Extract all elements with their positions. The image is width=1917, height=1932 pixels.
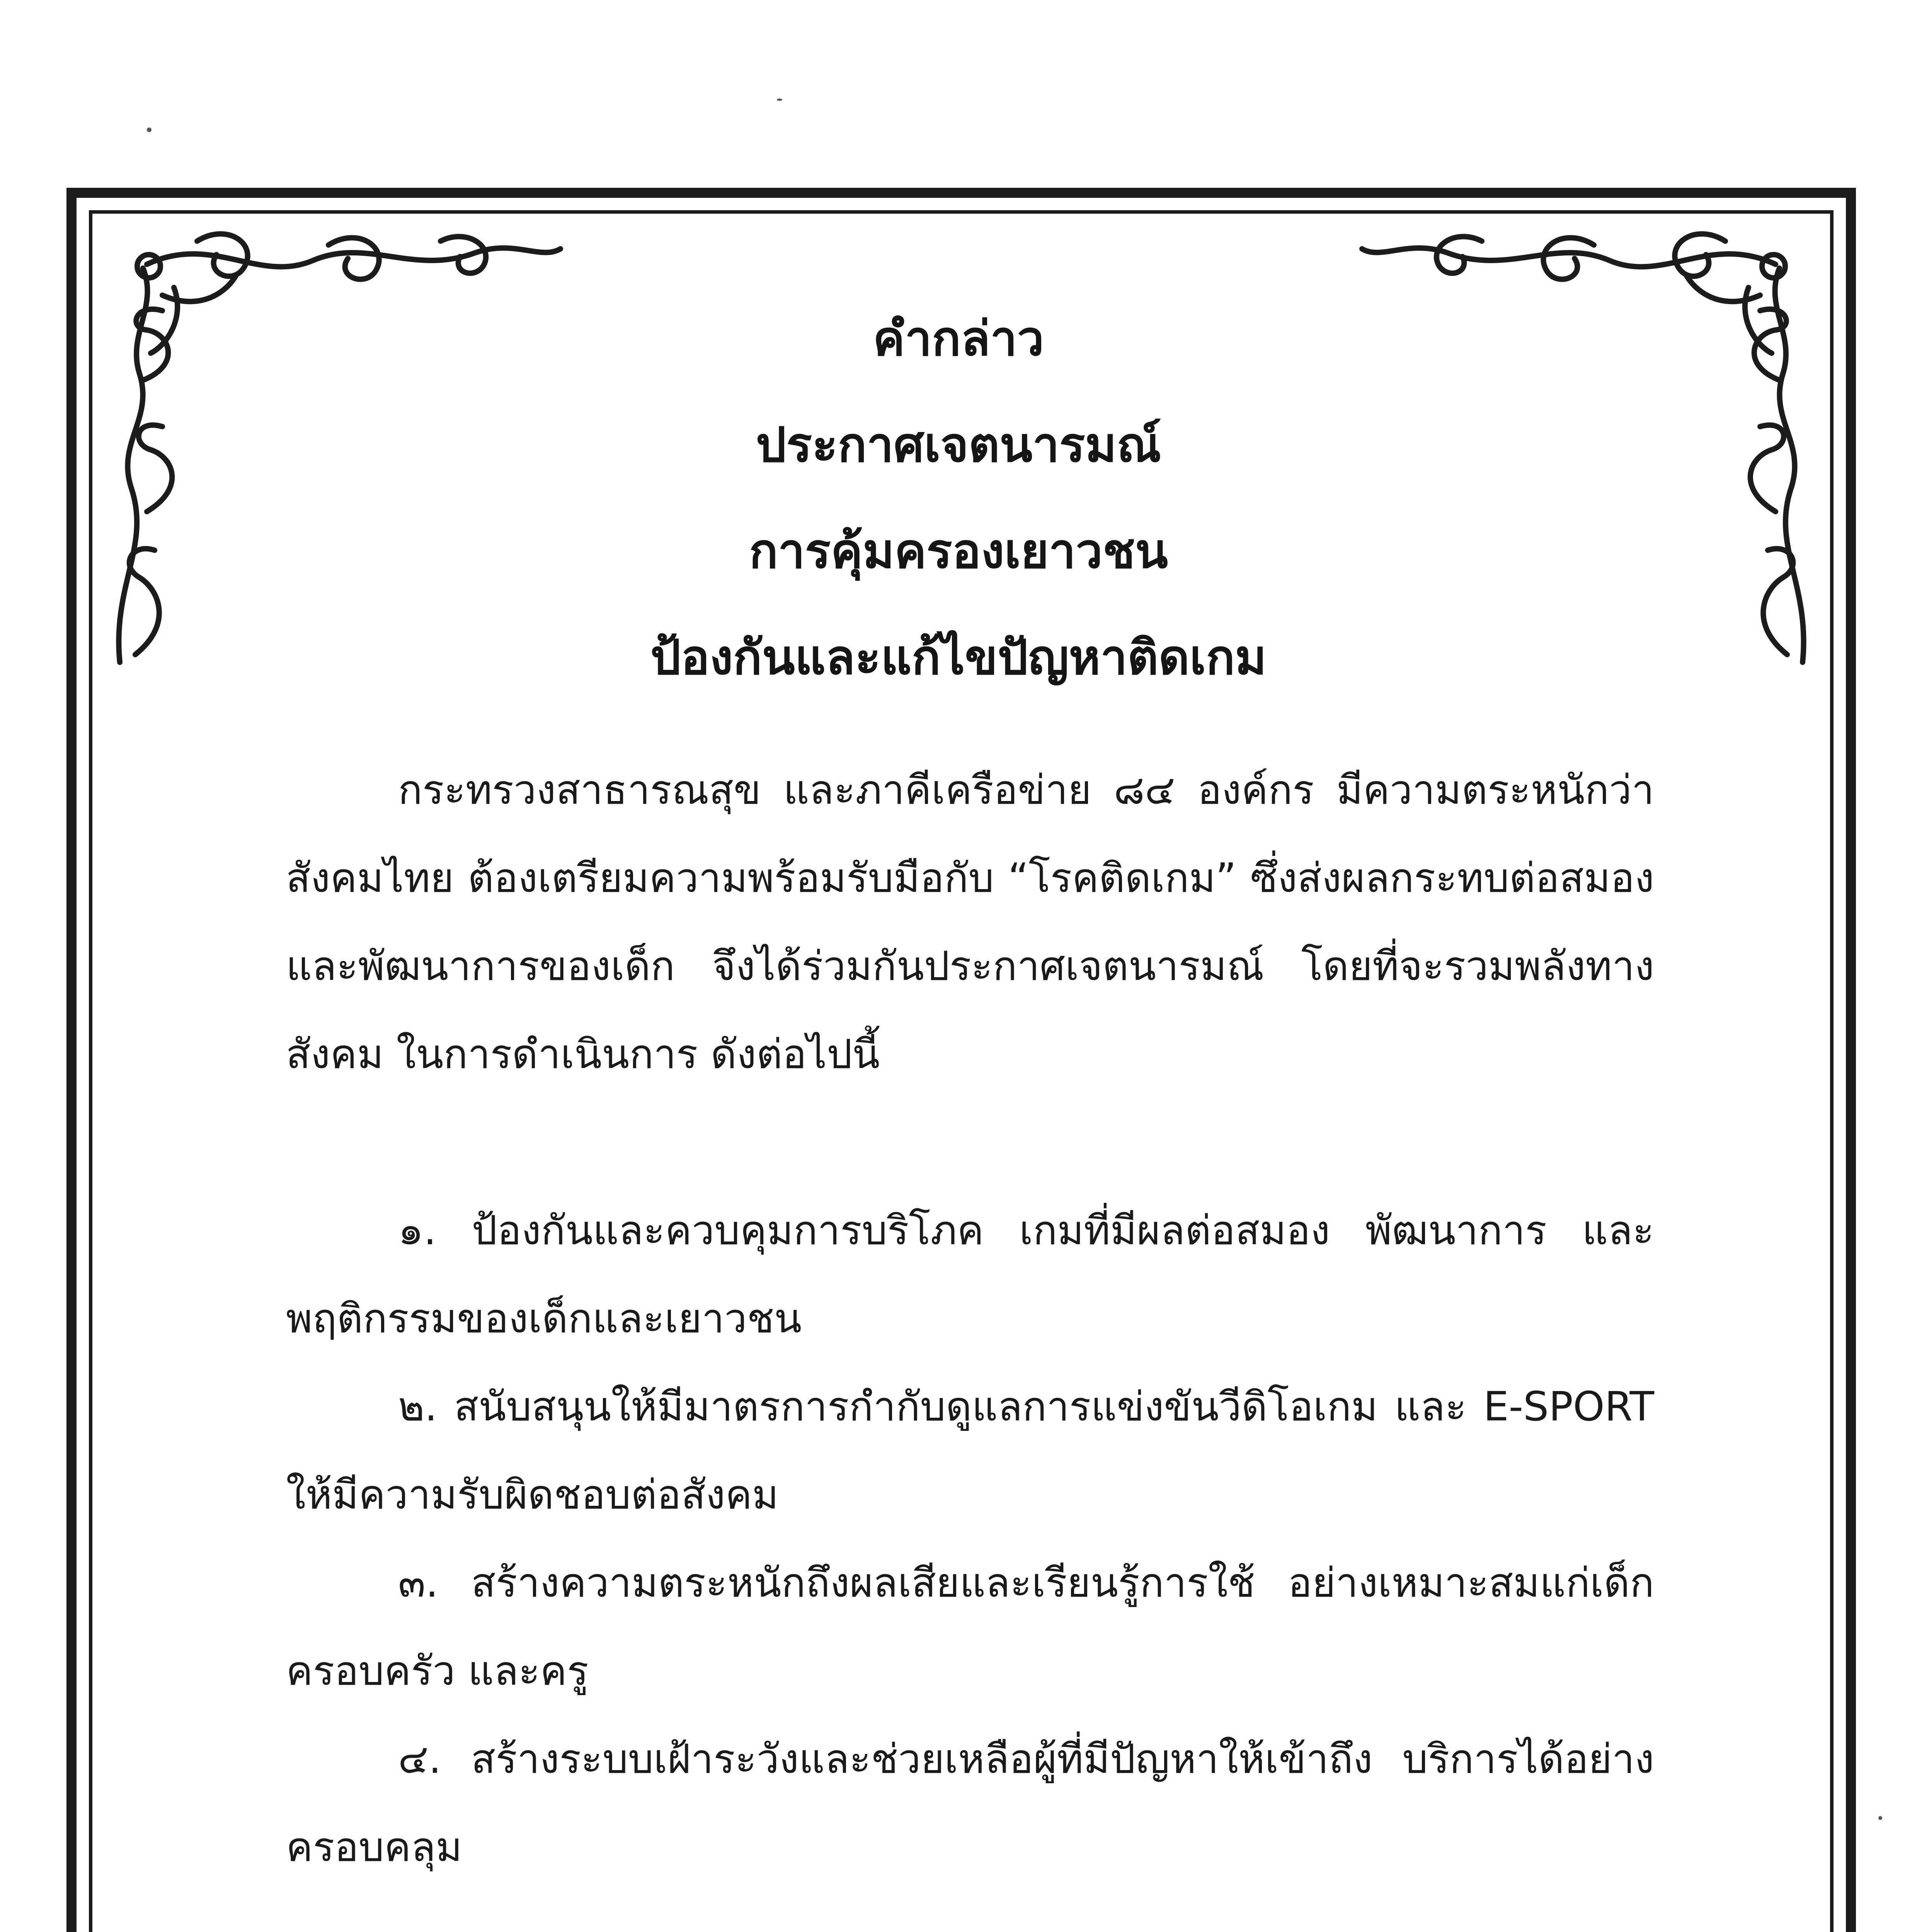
title-line: คำกล่าว (873, 311, 1044, 367)
title-line: ประกาศเจตนารมณ์ (756, 417, 1161, 473)
list-item: ๒. สนับสนุนให้มีมาตรการกำกับดูแลการแข่งขันวีดิโอเกม และ E-SPORT ให้มีความรับผิดชอบต่อสังคม (286, 1383, 1654, 1518)
list-item: ๑. ป้องกันและควบคุมการบริโภค เกมที่มีผลต่อสมอง พัฒนาการ และพฤติกรรมของเด็กและเยาวชน (286, 1207, 1654, 1342)
intro-paragraph: กระทรวงสาธารณสุข และภาคีเครือข่าย ๘๔ องค์กร มีความตระหนักว่าสังคมไทย ต้องเตรียมความพร้อมรับมือกับ “โรคติดเกม” ซึ่งส่งผลกระทบต่อสมองและพัฒนาการของเด็ก จึงได้ร่วมกันประกาศเจตนารมณ์ โดยที่จะรวมพลังทางสังคม ในการดำเนินการ ดังต่อไปนี้ (286, 766, 1654, 1078)
scan-speck (1878, 1816, 1882, 1820)
list-item: ๓. สร้างความตระหนักถึงผลเสียและเรียนรู้การใช้ อย่างเหมาะสมแก่เด็กครอบครัว และครู (286, 1559, 1654, 1694)
document-title (0, 286, 1917, 711)
scan-speck (777, 99, 782, 101)
title-line: การคุ้มครองเยาวชน (749, 524, 1168, 579)
intro-section (286, 746, 1654, 1098)
title-line: ป้องกันและแก้ไขปัญหาติดเกม (650, 630, 1267, 685)
scan-speck (147, 128, 152, 132)
commitment-list (286, 1186, 1654, 1891)
list-item: ๔. สร้างระบบเฝ้าระวังและช่วยเหลือผู้ที่มีปัญหาให้เข้าถึง บริการได้อย่างครอบคลุม (286, 1735, 1654, 1871)
